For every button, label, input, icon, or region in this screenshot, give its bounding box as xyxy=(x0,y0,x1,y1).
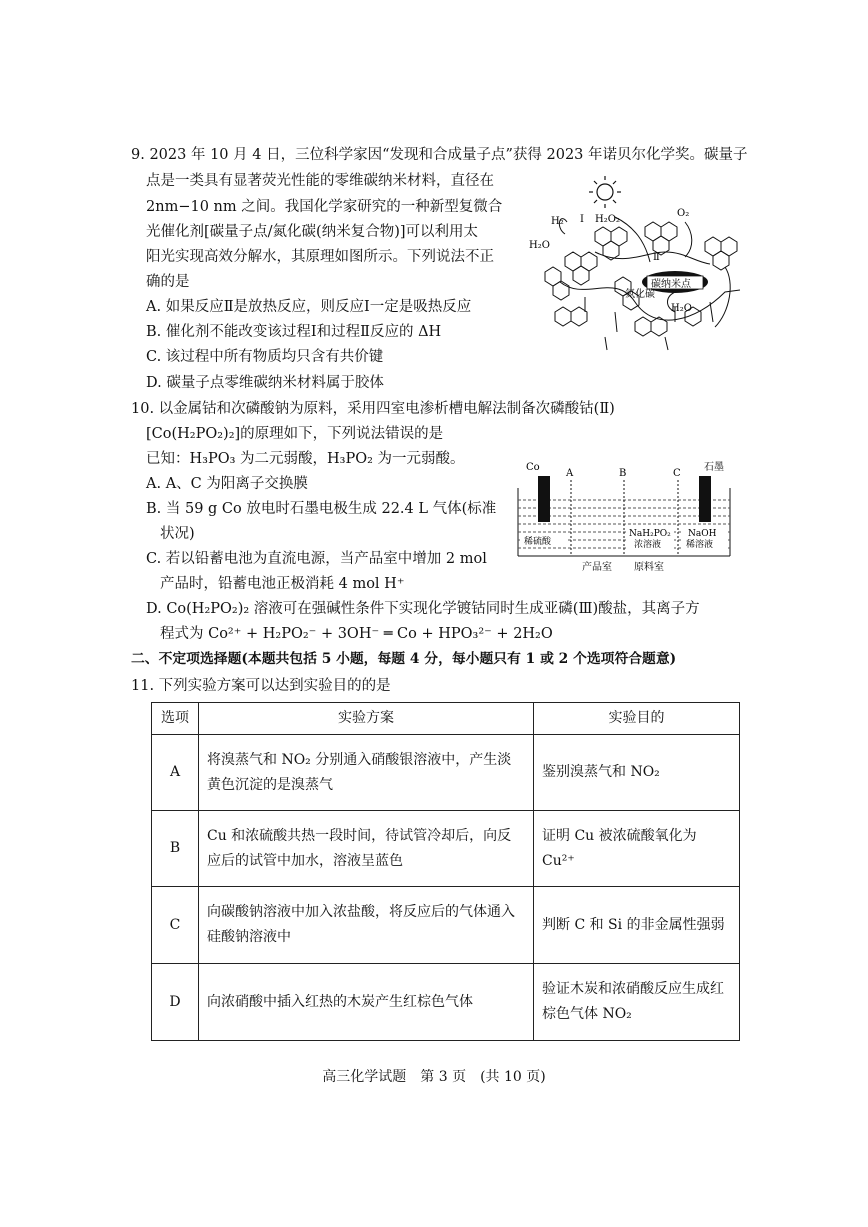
dilute-sulfuric-acid-label: 稀硫酸 xyxy=(524,537,552,547)
q10-stem-line-2: [Co(H₂PO₂)₂]的原理如下，下列说法错误的是 xyxy=(146,426,444,442)
row-goal: 证明 Cu 被浓硫酸氧化为 Cu²⁺ xyxy=(534,811,740,887)
header-plan: 实验方案 xyxy=(199,703,534,735)
q10-option-b-line-2: 状况) xyxy=(160,526,195,542)
q9-stem-line-3: 2nm−10 nm 之间。我国化学家研究的一种新型复微合 xyxy=(146,199,503,215)
membrane-c-label: C xyxy=(673,468,681,479)
product-room-label: 产品室 xyxy=(582,562,612,573)
h2o-left-label: H₂O xyxy=(529,240,550,251)
arrow-o2 xyxy=(685,222,692,257)
raw-material-room-label: 原料室 xyxy=(634,562,664,573)
graphite-electrode xyxy=(699,476,711,522)
process-1-label: Ⅰ xyxy=(580,214,584,225)
row-plan: 向浓硝酸中插入红热的木炭产生红棕色气体 xyxy=(199,964,534,1041)
table-header-row xyxy=(152,703,740,735)
q9-stem-line-4: 光催化剂[碳量子点/氮化碳(纳米复合物)]可以利用太 xyxy=(146,224,479,240)
header-option: 选项 xyxy=(152,703,199,735)
table-row xyxy=(152,887,740,964)
carbon-dot-label: 碳纳米点 xyxy=(651,279,691,290)
graphite-label: 石墨 xyxy=(704,462,724,473)
table-row xyxy=(152,811,740,887)
q10-stem-line-1: 10. 以金属钴和次磷酸钠为原料，采用四室电渗析槽电解法制备次磷酸钴(Ⅱ) xyxy=(131,401,615,417)
electrolysis-cell-diagram xyxy=(516,458,742,576)
row-plan: Cu 和浓硫酸共热一段时间，待试管冷却后，向反应后的试管中加水，溶液呈蓝色 xyxy=(199,811,534,887)
row-plan: 将溴蒸气和 NO₂ 分别通入硝酸银溶液中，产生淡黄色沉淀的是溴蒸气 xyxy=(199,735,534,811)
h2o-right-label: H₂O xyxy=(671,303,692,314)
section-2-heading: 二、不定项选择题(本题共包括 5 小题，每题 4 分，每小题只有 1 或 2 个选项符合题意) xyxy=(131,651,677,667)
q11-table xyxy=(151,702,740,1041)
row-plan: 向碳酸钠溶液中加入浓盐酸，将反应后的气体通入硅酸钠溶液中 xyxy=(199,887,534,964)
page-footer: 高三化学试题 第 3 页 (共 10 页) xyxy=(322,1069,546,1085)
nah2po2-label: NaH₂PO₂ xyxy=(629,529,671,539)
q10-option-c-line-1: C. 若以铅蓄电池为直流电源，当产品室中增加 2 mol xyxy=(146,551,487,567)
membrane-a-label: A xyxy=(566,468,574,479)
table-row xyxy=(152,964,740,1041)
naoh-label: NaOH xyxy=(688,529,717,539)
q10-option-b-line-1: B. 当 59 g Co 放电时石墨电极生成 22.4 L 气体(标准 xyxy=(146,501,497,517)
q11-stem: 11. 下列实验方案可以达到实验目的的是 xyxy=(131,678,391,694)
header-goal: 实验目的 xyxy=(534,703,740,735)
carbon-network xyxy=(545,222,740,350)
q10-option-c-line-2: 产品时，铅蓄电池正极消耗 4 mol H⁺ xyxy=(160,576,405,592)
q10-stem-line-3: 已知：H₃PO₃ 为二元弱酸，H₃PO₂ 为一元弱酸。 xyxy=(146,451,465,467)
q9-stem-line-2: 点是一类具有显著荧光性能的零维碳纳米材料，直径在 xyxy=(146,173,494,189)
cobalt-label: Co xyxy=(526,462,540,473)
row-goal: 验证木炭和浓硝酸反应生成红棕色气体 NO₂ xyxy=(534,964,740,1041)
row-goal: 判断 C 和 Si 的非金属性强弱 xyxy=(534,887,740,964)
dilute-solution-label: 稀溶液 xyxy=(686,540,714,550)
table-row xyxy=(152,735,740,811)
carbon-nitride-label: 氮化碳 xyxy=(625,289,655,300)
q10-option-d-line-2: 程式为 Co²⁺ + H₂PO₂⁻ + 3OH⁻ ═ Co + HPO₃²⁻ + 2H₂O xyxy=(160,626,553,642)
h2o2-label: H₂O₂ xyxy=(595,214,620,225)
membrane-b-label: B xyxy=(619,468,627,479)
q9-option-a: A. 如果反应Ⅱ是放热反应，则反应Ⅰ一定是吸热反应 xyxy=(146,299,472,315)
q9-stem-line-6: 确的是 xyxy=(146,274,190,290)
row-option: B xyxy=(152,811,199,887)
concentrated-solution-label: 浓溶液 xyxy=(634,540,662,550)
q9-option-d: D. 碳量子点零维碳纳米材料属于胶体 xyxy=(146,375,384,391)
process-2-label: Ⅱ xyxy=(653,252,660,263)
q9-stem-line-1: 9. 2023 年 10 月 4 日，三位科学家因“发现和合成量子点”获得 2023 年诺贝尔化学奖。碳量子 xyxy=(131,147,748,163)
q10-option-a: A. A、C 为阳离子交换膜 xyxy=(146,476,308,492)
sun-icon xyxy=(589,176,621,208)
cobalt-electrode xyxy=(538,476,550,522)
o2-label: O₂ xyxy=(677,208,690,219)
row-option: A xyxy=(152,735,199,811)
row-option: D xyxy=(152,964,199,1041)
photocatalyst-diagram xyxy=(525,172,750,357)
q10-option-d-line-1: D. Co(H₂PO₂)₂ 溶液可在强碱性条件下实现化学镀钴同时生成亚磷(Ⅲ)酸盐，其离子方 xyxy=(146,601,700,617)
row-goal: 鉴别溴蒸气和 NO₂ xyxy=(534,735,740,811)
q9-option-c: C. 该过程中所有物质均只含有共价键 xyxy=(146,349,384,365)
q9-stem-line-5: 阳光实现高效分解水，其原理如图所示。下列说法不正 xyxy=(146,249,494,265)
h2-label: H₂ xyxy=(551,216,564,227)
q9-option-b: B. 催化剂不能改变该过程Ⅰ和过程Ⅱ反应的 ΔH xyxy=(146,324,442,340)
row-option: C xyxy=(152,887,199,964)
